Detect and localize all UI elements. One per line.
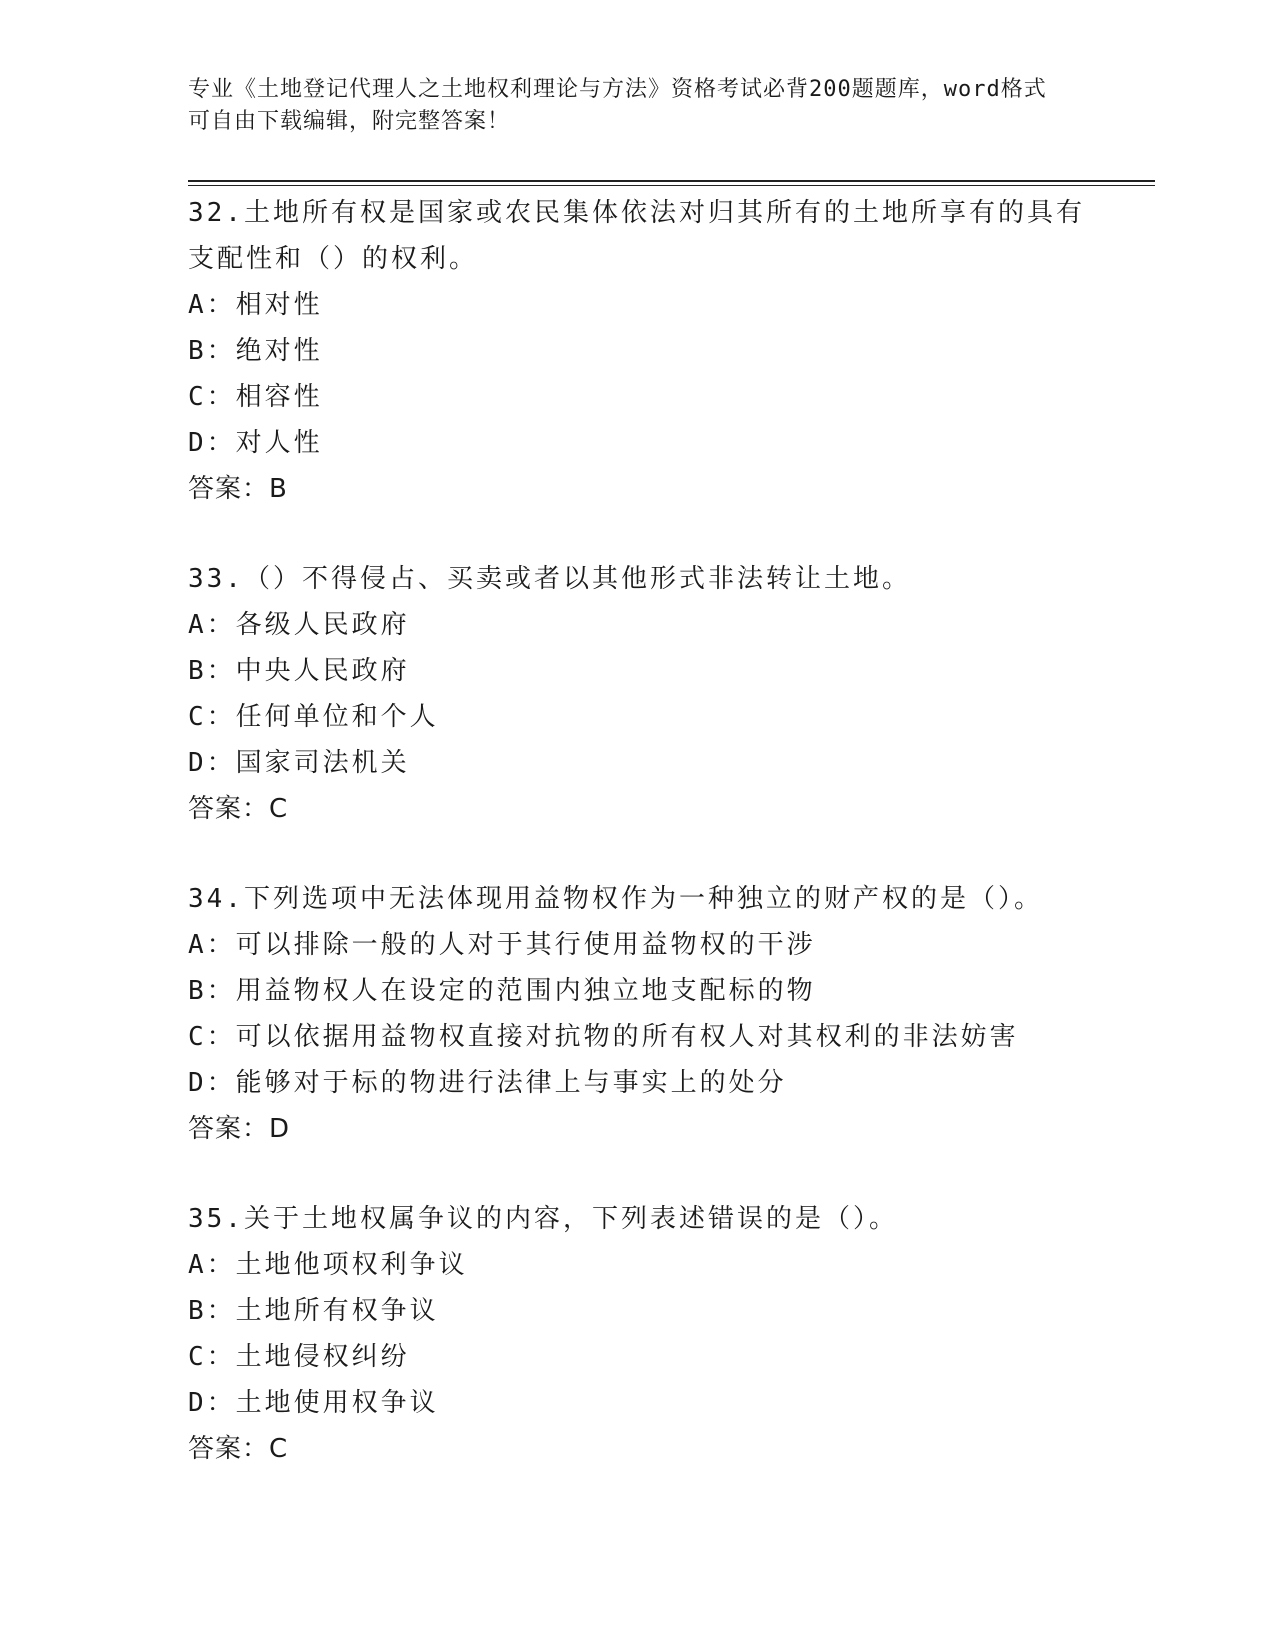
option-b: B：用益物权人在设定的范围内独立地支配标的物 xyxy=(188,976,816,1006)
option-a: A：相对性 xyxy=(188,290,323,320)
document-title: 专业《土地登记代理人之土地权利理论与方法》资格考试必背200题题库，word格式可自由下载编辑，附完整答案！ xyxy=(188,77,1047,134)
answer-line: 答案：C xyxy=(188,1434,289,1464)
answer-line: 答案：B xyxy=(188,474,288,504)
option-d: D：国家司法机关 xyxy=(188,748,410,778)
option-c: C：可以依据用益物权直接对抗物的所有权人对其权利的非法妨害 xyxy=(188,1022,1019,1052)
header-divider-thick xyxy=(188,180,1155,182)
answer-line: 答案：D xyxy=(188,1114,291,1144)
question-33 xyxy=(188,556,1088,832)
question-35 xyxy=(188,1196,1088,1472)
option-b: B：中央人民政府 xyxy=(188,656,410,686)
option-d: D：对人性 xyxy=(188,428,323,458)
option-a: A：可以排除一般的人对于其行使用益物权的干涉 xyxy=(188,930,816,960)
question-stem: 35.关于土地权属争议的内容，下列表述错误的是（）。 xyxy=(188,1204,898,1234)
question-list xyxy=(188,190,1088,1516)
answer-line: 答案：C xyxy=(188,794,289,824)
option-c: C：土地侵权纠纷 xyxy=(188,1342,410,1372)
option-a: A：土地他项权利争议 xyxy=(188,1250,468,1280)
option-d: D：土地使用权争议 xyxy=(188,1388,439,1418)
question-34 xyxy=(188,876,1088,1152)
option-a: A：各级人民政府 xyxy=(188,610,410,640)
question-stem: 33.（）不得侵占、买卖或者以其他形式非法转让土地。 xyxy=(188,564,911,594)
question-32 xyxy=(188,190,1088,512)
document-header xyxy=(188,74,1068,138)
question-stem: 32.土地所有权是国家或农民集体依法对归其所有的土地所享有的具有支配性和（）的权利。 xyxy=(188,198,1085,274)
option-b: B：土地所有权争议 xyxy=(188,1296,439,1326)
header-divider-thin xyxy=(188,185,1155,186)
question-stem: 34.下列选项中无法体现用益物权作为一种独立的财产权的是（）。 xyxy=(188,884,1043,914)
option-c: C：任何单位和个人 xyxy=(188,702,439,732)
option-b: B：绝对性 xyxy=(188,336,323,366)
option-d: D：能够对于标的物进行法律上与事实上的处分 xyxy=(188,1068,787,1098)
option-c: C：相容性 xyxy=(188,382,323,412)
